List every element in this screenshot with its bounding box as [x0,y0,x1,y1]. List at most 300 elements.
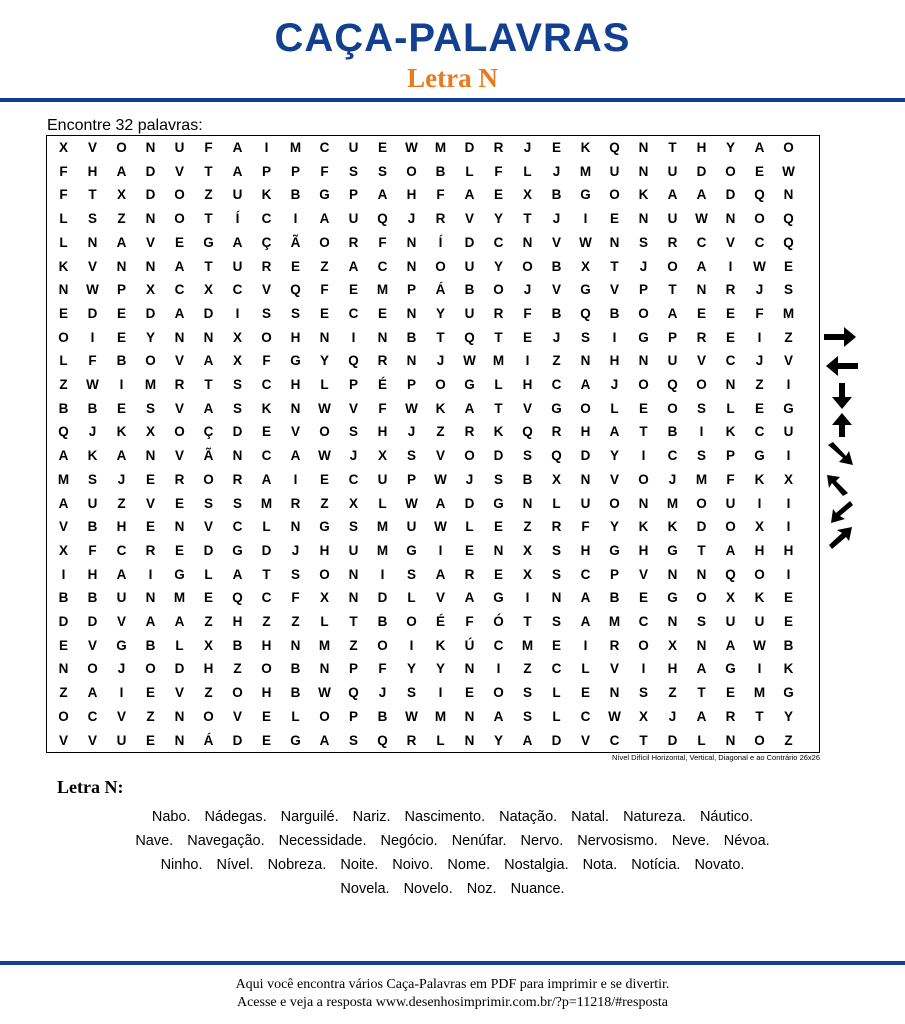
grid-letter: B [377,708,388,724]
grid-letter: C [174,282,185,298]
word-list-item: Negócio. [380,833,438,849]
word-list-item: Nobreza. [267,857,327,873]
grid-letter: V [696,353,706,369]
word-list-item: Nabo. [151,809,191,825]
grid-letter: W [782,163,795,179]
grid-letter: T [204,258,213,274]
grid-letter: H [522,377,533,392]
grid-letter: F [581,519,590,535]
word-list-line [30,829,875,853]
grid-letter: A [609,424,620,440]
grid-letter: J [639,258,648,274]
word-list-item: Necessidade. [278,833,367,849]
grid-letter: L [262,519,271,535]
grid-letter: S [493,471,503,487]
grid-letter: K [754,471,765,487]
grid-letter: C [493,234,504,250]
grid-letter: A [290,448,301,464]
grid-letter: O [58,329,69,345]
grid-letter: E [261,424,271,440]
grid-letter: L [523,163,532,179]
grid-letter: K [783,661,794,677]
grid-letter: D [174,661,185,677]
grid-letter: V [290,424,300,440]
grid-letter: F [378,234,387,250]
grid-letter: L [59,353,68,369]
grid-letter: Y [319,353,329,369]
grid-letter: X [725,590,735,606]
grid-letter: O [725,519,736,535]
grid-letter: O [754,211,765,227]
grid-letter: I [525,590,530,606]
grid-letter: D [696,519,707,535]
grid-letter: W [318,448,331,464]
grid-letter: L [59,234,68,250]
grid-letter: O [435,377,446,392]
grid-letter: P [406,471,416,487]
grid-letter: V [609,661,619,677]
grid-letter: D [464,140,475,155]
grid-letter: V [116,614,126,629]
arrow-left-icon [826,356,858,376]
grid-letter: E [580,685,590,701]
grid-letter: F [320,282,329,298]
grid-letter: I [786,495,791,511]
grid-letter: H [754,542,765,558]
grid-letter: C [348,305,359,321]
grid-letter: T [523,614,532,629]
grid-letter: V [174,163,184,179]
grid-letter: O [696,590,707,606]
grid-letter: I [293,471,298,487]
word-search-grid [46,135,820,753]
grid-letter: D [696,163,707,179]
grid-letter: I [583,637,588,653]
grid-letter: V [609,282,619,298]
grid-letter: C [696,234,707,250]
grid-letter: Z [262,614,271,629]
grid-letter: X [348,495,358,511]
grid-letter: Ú [464,637,475,653]
grid-letter: A [464,400,475,416]
grid-letter: A [696,258,707,274]
grid-letter: A [377,187,388,203]
grid-letter: A [667,305,678,321]
grid-letter: N [551,590,562,606]
grid-row [47,539,819,563]
grid-letter: N [174,519,185,535]
grid-letter: D [145,163,156,179]
grid-letter: X [232,353,242,369]
grid-letter: Á [435,282,446,298]
grid-letter: U [232,187,243,203]
grid-letter: S [551,614,561,629]
grid-letter: O [377,637,388,653]
grid-letter: L [465,163,474,179]
grid-letter: Z [523,661,532,677]
grid-letter: I [148,566,153,582]
grid-letter: M [173,590,186,606]
grid-letter: E [174,542,184,558]
grid-letter: I [525,353,530,369]
grid-letter: W [753,637,766,653]
grid-letter: U [667,353,678,369]
grid-letter: P [290,163,300,179]
grid-letter: S [783,282,793,298]
word-list-item: Nome. [447,857,491,873]
grid-letter: S [348,424,358,440]
grid-letter: S [522,685,532,701]
grid-row [47,563,819,587]
grid-letter: G [232,542,243,558]
grid-letter: I [641,448,646,464]
grid-letter: A [754,140,765,155]
grid-letter: M [492,353,505,369]
grid-letter: O [783,140,794,155]
arrow-up-icon [832,413,852,437]
grid-letter: Q [348,353,359,369]
grid-letter: N [145,211,156,227]
grid-letter: C [261,211,272,227]
grid-letter: J [523,282,532,298]
grid-letter: V [174,685,184,701]
grid-letter: Y [783,708,793,724]
grid-letter: K [435,400,446,416]
grid-letter: O [174,424,185,440]
grid-letter: S [348,519,358,535]
grid-letter: J [668,471,677,487]
grid-letter: Q [580,305,591,321]
grid-letter: Q [290,282,301,298]
grid-letter: N [638,140,649,155]
grid-letter: H [87,566,98,582]
grid-letter: O [203,708,214,724]
grid-letter: J [378,685,387,701]
grid-letter: S [348,732,358,748]
grid-letter: G [319,519,330,535]
grid-letter: Y [609,519,619,535]
grid-letter: E [319,471,329,487]
grid-letter: W [753,258,766,274]
grid-letter: N [145,140,156,155]
grid-letter: H [261,685,272,701]
grid-letter: Y [435,661,445,677]
grid-letter: E [203,590,213,606]
grid-letter: F [465,614,474,629]
grid-letter: F [378,400,387,416]
grid-letter: O [667,258,678,274]
grid-letter: A [580,377,591,392]
grid-letter: Ç [203,424,214,440]
grid-letter: N [638,211,649,227]
grid-letter: U [609,163,620,179]
grid-letter: G [638,329,649,345]
grid-letter: L [610,400,619,416]
grid-letter: Q [522,424,533,440]
grid-letter: V [174,400,184,416]
grid-letter: N [174,708,185,724]
word-list-item: Nostalgia. [504,857,569,873]
grid-letter: C [609,732,620,748]
grid-letter: N [348,590,359,606]
grid-row [47,183,819,207]
grid-letter: J [552,211,561,227]
grid-letter: O [609,495,620,511]
grid-letter: E [783,258,793,274]
grid-letter: N [290,519,301,535]
grid-letter: F [88,542,97,558]
grid-letter: E [261,732,271,748]
grid-letter: B [464,282,475,298]
grid-letter: G [319,187,330,203]
word-list-item: Natação. [499,809,558,825]
grid-letter: E [290,258,300,274]
grid-letter: T [204,163,213,179]
grid-letter: X [522,566,532,582]
grid-letter: A [696,661,707,677]
word-list-item: Nádegas. [204,809,267,825]
grid-letter: N [348,566,359,582]
grid-letter: B [551,258,562,274]
grid-letter: O [754,566,765,582]
grid-letter: L [320,614,329,629]
grid-letter: N [638,163,649,179]
grid-letter: O [319,234,330,250]
grid-row [47,160,819,184]
grid-letter: E [145,471,155,487]
grid-letter: R [464,424,475,440]
arrow-down-right-icon [828,442,853,465]
grid-letter: R [493,305,504,321]
grid-letter: H [580,542,591,558]
word-list-item: Natal. [571,809,610,825]
grid-letter: K [58,258,69,274]
grid-letter: A [319,732,330,748]
grid-letter: G [783,685,794,701]
grid-letter: V [435,448,445,464]
grid-letter: S [696,614,706,629]
grid-letter: E [116,329,126,345]
grid-letter: A [116,566,127,582]
grid-letter: H [406,187,417,203]
grid-letter: B [609,590,620,606]
grid-letter: E [725,685,735,701]
grid-letter: I [61,566,66,582]
footer-line-1: Aqui você encontra vários Caça-Palavras em PDF para imprimir e se divertir. [235,977,670,992]
word-list [30,805,875,901]
grid-letter: L [697,732,706,748]
grid-letter: Z [320,495,329,511]
grid-letter: U [725,495,736,511]
grid-letter: S [145,400,155,416]
grid-letter: S [406,448,416,464]
grid-letter: P [667,329,677,345]
grid-letter: Q [754,187,765,203]
grid-letter: Y [406,661,416,677]
grid-letter: D [667,732,678,748]
grid-letter: Y [493,258,503,274]
grid-letter: I [612,329,617,345]
grid-letter: D [87,305,98,321]
grid-letter: É [435,614,445,629]
grid-letter: I [293,211,298,227]
grid-letter: I [786,377,791,392]
grid-row [47,397,819,421]
grid-letter: Z [523,519,532,535]
footer [0,976,905,1012]
grid-letter: Z [59,685,68,701]
grid-letter: A [435,495,446,511]
grid-letter: C [87,708,98,724]
grid-row [47,302,819,326]
grid-letter: Q [377,732,388,748]
grid-letter: E [696,305,706,321]
grid-letter: E [725,329,735,345]
grid-letter: K [725,424,736,440]
grid-letter: T [204,211,213,227]
grid-letter: C [348,471,359,487]
grid-letter: A [87,685,98,701]
grid-letter: Z [784,329,793,345]
grid-row [47,729,819,753]
grid-letter: H [203,661,214,677]
grid-letter: W [434,471,447,487]
arrow-right-icon [824,327,856,347]
grid-letter: V [435,590,445,606]
grid-letter: N [609,685,620,701]
grid-letter: O [435,258,446,274]
grid-letter: I [351,329,356,345]
grid-letter: O [609,187,620,203]
grid-letter: F [726,471,735,487]
grid-letter: O [174,187,185,203]
word-list-item: Nuance. [510,881,565,897]
grid-letter: H [638,542,649,558]
grid-letter: K [493,424,504,440]
grid-letter: E [261,708,271,724]
grid-letter: V [203,519,213,535]
grid-letter: S [406,685,416,701]
grid-letter: N [174,732,185,748]
word-list-item: Narguilé. [280,809,339,825]
grid-letter: H [319,542,330,558]
grid-letter: V [232,708,242,724]
grid-letter: S [522,708,532,724]
grid-letter: O [522,258,533,274]
grid-letter: N [609,234,620,250]
grid-letter: C [580,566,591,582]
grid-letter: N [406,353,417,369]
grid-letter: T [668,282,677,298]
grid-letter: A [696,187,707,203]
grid-letter: D [261,542,272,558]
grid-letter: F [59,187,68,203]
grid-letter: O [116,140,127,155]
grid-letter: A [464,590,475,606]
grid-letter: A [174,258,185,274]
grid-letter: O [580,400,591,416]
grid-row [47,255,819,279]
grid-letter: Í [235,211,240,227]
grid-letter: W [86,377,99,392]
grid-letter: Q [377,211,388,227]
grid-letter: S [638,234,648,250]
grid-letter: G [493,495,504,511]
grid-letter: Z [117,211,126,227]
grid-letter: O [261,329,272,345]
grid-letter: L [465,519,474,535]
grid-letter: M [434,708,447,724]
grid-letter: S [261,305,271,321]
grid-letter: R [174,471,185,487]
grid-letter: C [116,542,127,558]
grid-letter: J [291,542,300,558]
grid-letter: J [407,424,416,440]
grid-letter: C [261,377,272,392]
grid-letter: V [87,732,97,748]
grid-letter: U [348,140,359,155]
grid-letter: U [406,519,417,535]
grid-letter: I [119,377,124,392]
grid-letter: X [58,140,68,155]
grid-letter: A [522,732,533,748]
grid-letter: E [609,211,619,227]
grid-letter: T [204,377,213,392]
grid-letter: Z [59,377,68,392]
grid-letter: V [783,353,793,369]
grid-row [47,326,819,350]
grid-letter: R [435,211,446,227]
grid-letter: A [348,258,359,274]
grid-letter: B [406,329,417,345]
grid-letter: I [438,542,443,558]
grid-letter: E [551,637,561,653]
grid-letter: J [88,424,97,440]
grid-letter: G [203,234,214,250]
grid-letter: X [145,424,155,440]
grid-letter: C [493,637,504,653]
word-list-item: Noz. [466,881,497,897]
grid-letter: N [493,542,504,558]
grid-letter: P [406,282,416,298]
grid-letter: J [755,353,764,369]
grid-letter: C [377,258,388,274]
grid-letter: Z [146,708,155,724]
grid-letter: S [348,163,358,179]
grid-letter: X [203,637,213,653]
grid-letter: M [579,163,592,179]
grid-letter: I [728,258,733,274]
grid-letter: A [725,637,736,653]
grid-letter: R [551,424,562,440]
grid-letter: N [406,234,417,250]
grid-letter: B [609,305,620,321]
grid-letter: O [319,424,330,440]
grid-letter: Ç [261,234,272,250]
grid-letter: E [116,305,126,321]
grid-letter: N [696,566,707,582]
grid-letter: S [580,329,590,345]
grid-letter: L [407,590,416,606]
grid-letter: E [464,542,474,558]
grid-letter: X [377,448,387,464]
grid-letter: E [493,187,503,203]
grid-letter: S [377,163,387,179]
grid-letter: E [551,140,561,155]
grid-letter: N [783,187,794,203]
word-list-item: Noite. [340,857,379,873]
grid-letter: O [754,732,765,748]
